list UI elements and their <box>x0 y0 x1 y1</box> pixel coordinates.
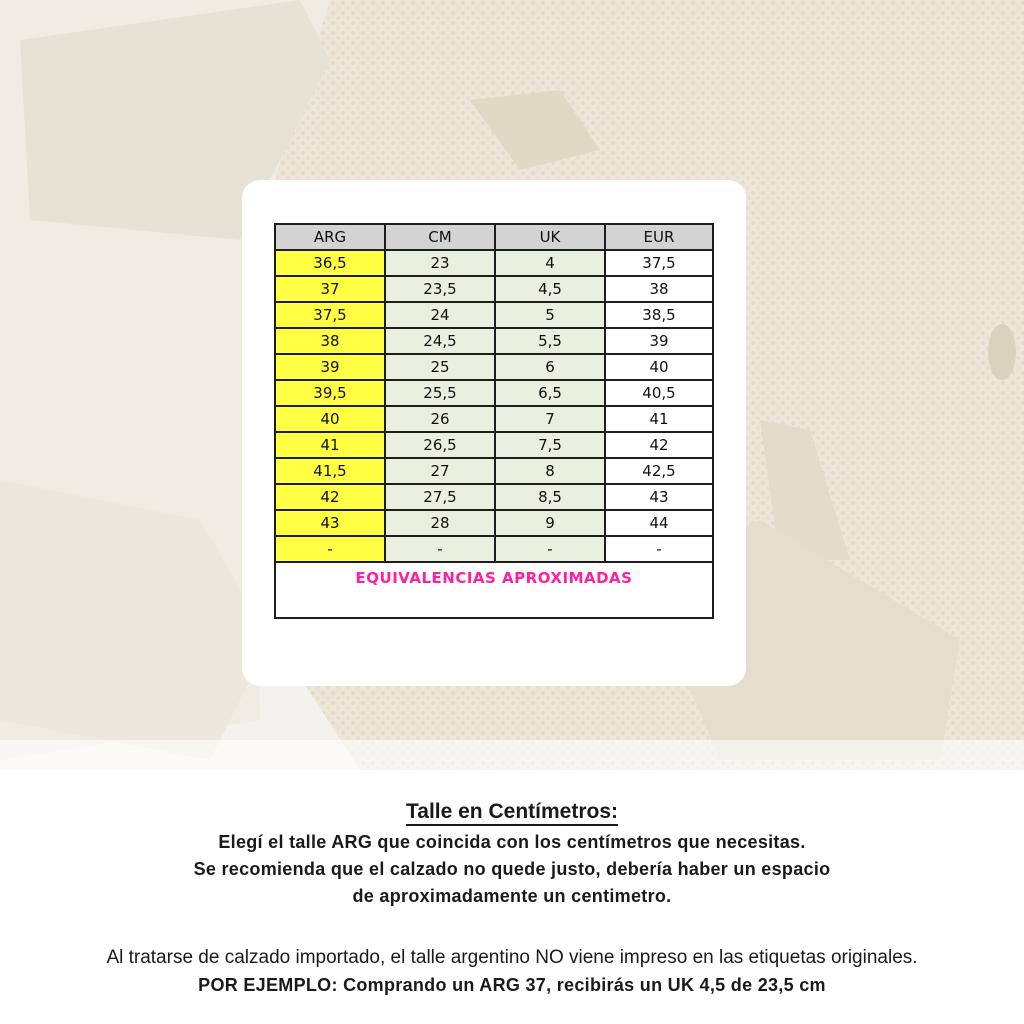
cell-arg: 39,5 <box>275 380 385 406</box>
cell-uk: 4 <box>495 250 605 276</box>
table-header-row <box>275 224 713 250</box>
table-row <box>275 484 713 510</box>
table-row <box>275 276 713 302</box>
table-row <box>275 406 713 432</box>
header-arg: ARG <box>275 224 385 250</box>
cell-eur: 41 <box>605 406 713 432</box>
info-line-3: de aproximadamente un centimetro. <box>352 886 672 906</box>
cell-cm: 27,5 <box>385 484 495 510</box>
cell-uk: 7,5 <box>495 432 605 458</box>
cell-uk: 8 <box>495 458 605 484</box>
header-uk: UK <box>495 224 605 250</box>
cell-uk: 9 <box>495 510 605 536</box>
cell-arg: 37,5 <box>275 302 385 328</box>
table-row <box>275 302 713 328</box>
cell-cm: 25,5 <box>385 380 495 406</box>
cell-uk: 6 <box>495 354 605 380</box>
info-title-text: Talle en Centímetros: <box>406 800 618 826</box>
table-row <box>275 328 713 354</box>
cell-cm: 25 <box>385 354 495 380</box>
info-title <box>0 800 1024 824</box>
cell-uk: 6,5 <box>495 380 605 406</box>
info-line-1: Elegí el talle ARG que coincida con los centímetros que necesitas. <box>218 832 806 852</box>
table-row <box>275 250 713 276</box>
table-row <box>275 536 713 562</box>
size-chart-table <box>274 223 714 619</box>
cell-uk: 5,5 <box>495 328 605 354</box>
header-eur: EUR <box>605 224 713 250</box>
info-line-2: Se recomienda que el calzado no quede justo, debería haber un espacio <box>193 859 831 879</box>
cell-uk: - <box>495 536 605 562</box>
cell-arg: 41 <box>275 432 385 458</box>
cell-uk: 8,5 <box>495 484 605 510</box>
cell-cm: 26,5 <box>385 432 495 458</box>
cell-arg: 42 <box>275 484 385 510</box>
cell-eur: 42,5 <box>605 458 713 484</box>
cell-eur: 43 <box>605 484 713 510</box>
table-row <box>275 432 713 458</box>
cell-arg: - <box>275 536 385 562</box>
cell-uk: 7 <box>495 406 605 432</box>
cell-arg: 39 <box>275 354 385 380</box>
cell-cm: - <box>385 536 495 562</box>
cell-uk: 5 <box>495 302 605 328</box>
cell-uk: 4,5 <box>495 276 605 302</box>
cell-eur: 39 <box>605 328 713 354</box>
cell-arg: 40 <box>275 406 385 432</box>
cell-eur: 38,5 <box>605 302 713 328</box>
cell-cm: 24 <box>385 302 495 328</box>
cell-eur: 40,5 <box>605 380 713 406</box>
cell-arg: 38 <box>275 328 385 354</box>
cell-cm: 26 <box>385 406 495 432</box>
cell-eur: 42 <box>605 432 713 458</box>
table-row <box>275 458 713 484</box>
cell-arg: 41,5 <box>275 458 385 484</box>
cell-cm: 27 <box>385 458 495 484</box>
cell-cm: 23 <box>385 250 495 276</box>
cell-eur: 44 <box>605 510 713 536</box>
cell-cm: 23,5 <box>385 276 495 302</box>
info-line-4: Al tratarse de calzado importado, el talle argentino NO viene impreso en las etiquetas originales. <box>106 947 918 968</box>
note-row <box>275 562 713 618</box>
approximate-equivalences-note: EQUIVALENCIAS APROXIMADAS <box>275 562 713 618</box>
header-cm: CM <box>385 224 495 250</box>
table-row <box>275 510 713 536</box>
cell-arg: 36,5 <box>275 250 385 276</box>
cell-eur: - <box>605 536 713 562</box>
cell-eur: 37,5 <box>605 250 713 276</box>
info-line-5: POR EJEMPLO: Comprando un ARG 37, recibirás un UK 4,5 de 23,5 cm <box>198 975 826 995</box>
cell-cm: 24,5 <box>385 328 495 354</box>
cell-arg: 37 <box>275 276 385 302</box>
table-row <box>275 380 713 406</box>
table-row <box>275 354 713 380</box>
cell-eur: 40 <box>605 354 713 380</box>
cell-arg: 43 <box>275 510 385 536</box>
cell-cm: 28 <box>385 510 495 536</box>
cell-eur: 38 <box>605 276 713 302</box>
